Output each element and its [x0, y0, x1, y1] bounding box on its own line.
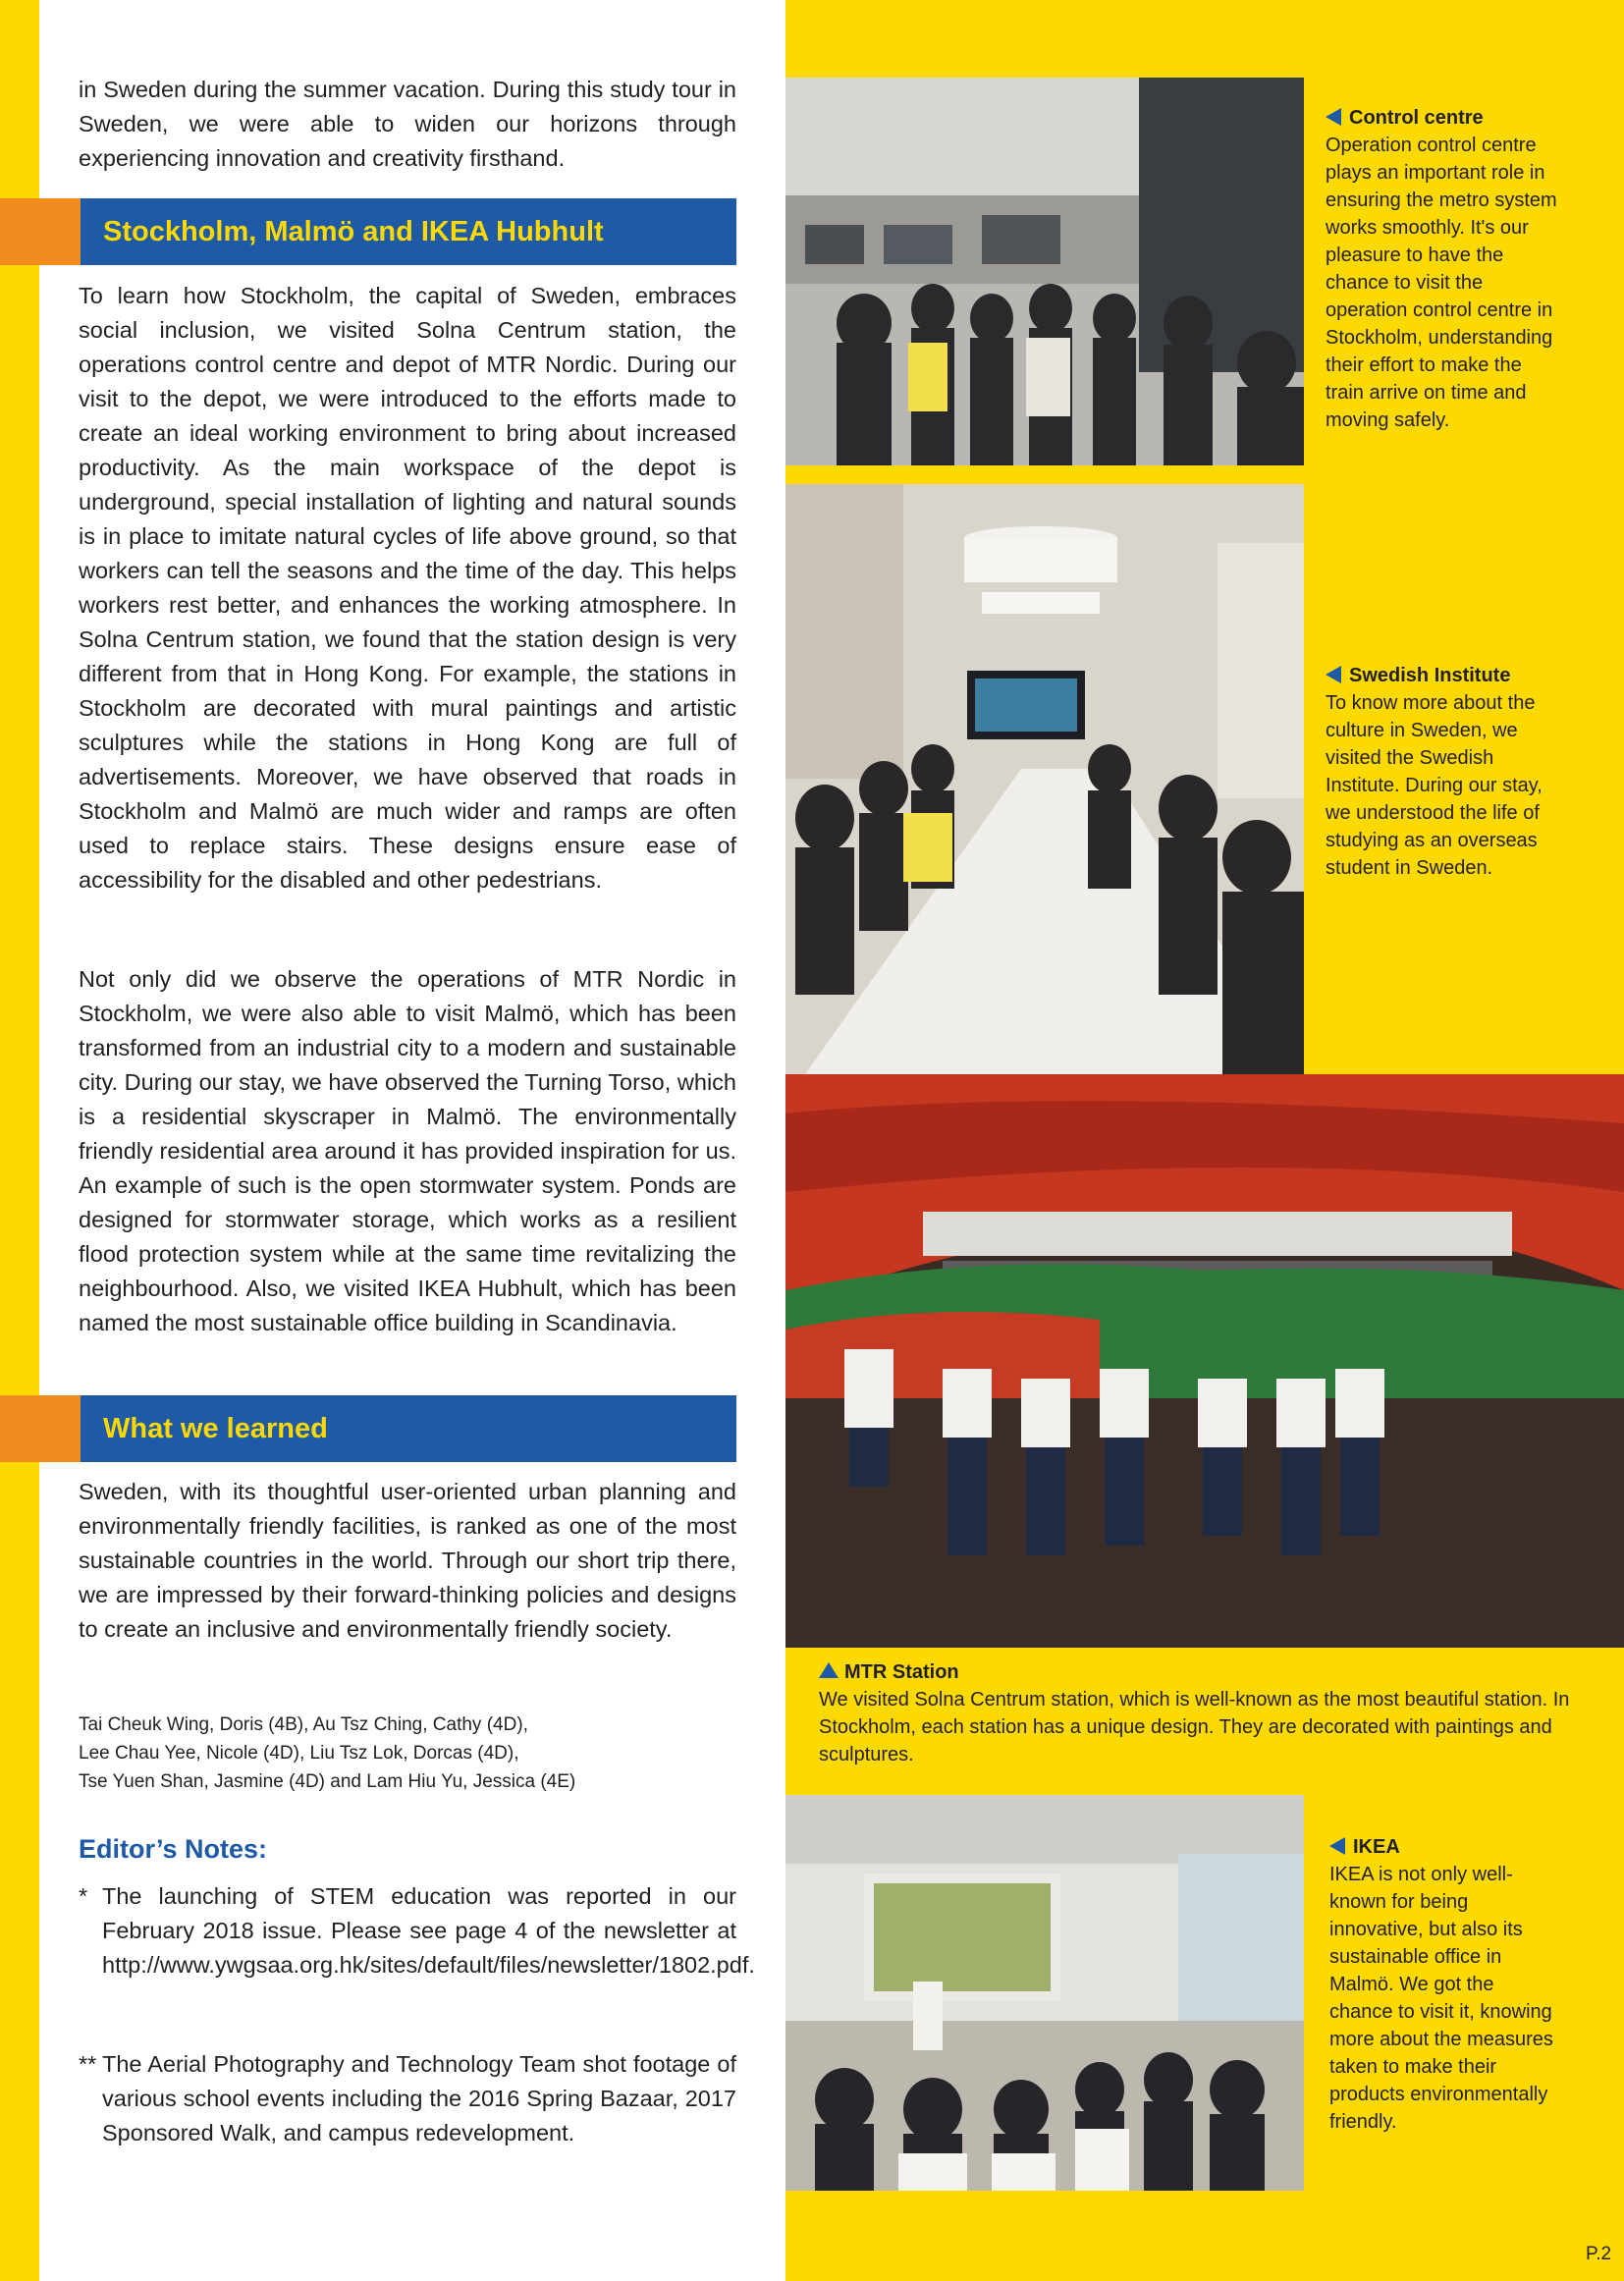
control-centre-photo [785, 78, 1304, 465]
swedish-institute-photo [785, 484, 1304, 1074]
caption-text: We visited Solna Centrum station, which is well-known as the most beautiful station. In Stockholm, each station has a unique design. They are decorated with paintings and sculptures. [819, 1689, 1570, 1765]
section1-title: Stockholm, Malmö and IKEA Hubhult [103, 216, 604, 247]
editor-note-2 [79, 2047, 736, 2150]
editor-note-1 [79, 1879, 755, 1982]
triangle-left-icon [1326, 108, 1341, 126]
triangle-up-icon [819, 1662, 839, 1678]
note-text: The Aerial Photography and Technology Team shot footage of various school events including the 2016 Spring Bazaar, 2017 Sponsored Walk, and campus redevelopment. [102, 2051, 736, 2145]
caption-title: Swedish Institute [1326, 662, 1561, 689]
mtr-station-photo [785, 1074, 1624, 1648]
caption-control-centre [1326, 104, 1561, 434]
caption-swedish-institute [1326, 662, 1561, 882]
caption-text: IKEA is not only well-known for being innovative, but also its sustainable office in Malmö. We got the chance to visit it, knowing more about the measures taken to make their products environmentally friendly. [1329, 1864, 1553, 2133]
intro-paragraph: in Sweden during the summer vacation. During this study tour in Sweden, we were able to widen our horizons through experiencing innovation and creativity firsthand. [79, 77, 736, 171]
caption-ikea [1329, 1833, 1555, 2136]
caption-text: To know more about the culture in Sweden, we visited the Swedish Institute. During our stay, we understood the life of studying as an overseas student in Sweden. [1326, 692, 1543, 879]
caption-text: Operation control centre plays an important role in ensuring the metro system works smoothly. It's our pleasure to have the chance to visit the operation control centre in Stockholm, understanding their effort to make the train arrive on time and moving safely. [1326, 135, 1557, 431]
author-line: Lee Chau Yee, Nicole (4D), Liu Tsz Lok, Dorcas (4D), [79, 1743, 519, 1764]
triangle-left-icon [1329, 1837, 1345, 1855]
author-list [79, 1711, 746, 1796]
triangle-left-icon [1326, 666, 1341, 683]
author-line: Tse Yuen Shan, Jasmine (4D) and Lam Hiu Yu, Jessica (4E) [79, 1771, 576, 1792]
section2-title: What we learned [103, 1413, 328, 1444]
page-number: P.2 [1586, 2244, 1612, 2264]
note-text: The launching of STEM education was reported in our February 2018 issue. Please see page 4 of the newsletter at http://www.ywgsaa.org.hk/sites/default/files/newsletter/1802.pdf. [102, 1883, 755, 1978]
caption-title: MTR Station [819, 1658, 1624, 1686]
section2-paragraph: Sweden, with its thoughtful user-oriented urban planning and environmentally friendly facilities, is ranked as one of the most sustainable countries in the world. Through our short trip there, we are impressed by their forward-thinking policies and designs to create an inclusive and environmentally friendly society. [79, 1479, 736, 1642]
note-marker: * [79, 1883, 88, 1909]
section1-paragraph-2: Not only did we observe the operations of MTR Nordic in Stockholm, we were also able to visit Malmö, which has been transformed from an industrial city to a modern and sustainable city. During our stay, we have observed the Turning Torso, which is a residential skyscraper in Malmö. The environmentally friendly residential area around it has provided inspiration for us. An example of such is the open stormwater system. Ponds are designed for stormwater storage, which works as a resilient flood protection system while at the same time revitalizing the neighbourhood. Also, we visited IKEA Hubhult, which has been named the most sustainable office building in Scandinavia. [79, 966, 736, 1335]
caption-title: IKEA [1329, 1833, 1555, 1861]
section2-orange-tab [0, 1395, 81, 1462]
section1-paragraph-1: To learn how Stockholm, the capital of Sweden, embraces social inclusion, we visited Solna Centrum station, the operations control centre and depot of MTR Nordic. During our visit to the depot, we were introduced to the efforts made to create an ideal working environment to bring about increased productivity. As the main workspace of the depot is underground, special installation of lighting and natural sounds is in place to imitate natural cycles of life above ground, so that workers can tell the seasons and the time of the day. This helps workers rest better, and enhances the working atmosphere. In Solna Centrum station, we found that the station design is very different from that in Hong Kong. For example, the stations in Stockholm are decorated with mural paintings and artistic sculptures while the stations in Hong Kong are full of advertisements. Moreover, we have observed that roads in Stockholm and Malmö are much wider and ramps are often used to replace stairs. These designs ensure ease of accessibility for the disabled and other pedestrians. [79, 283, 736, 893]
author-line: Tai Cheuk Wing, Doris (4B), Au Tsz Ching, Cathy (4D), [79, 1714, 528, 1735]
left-yellow-bar [0, 0, 39, 2281]
section1-orange-tab [0, 198, 81, 265]
note-marker: ** [79, 2051, 97, 2077]
ikea-photo [785, 1795, 1304, 2191]
caption-title: Control centre [1326, 104, 1561, 132]
editors-notes-title: Editor’s Notes: [79, 1834, 268, 1864]
caption-mtr-station [819, 1658, 1624, 1768]
